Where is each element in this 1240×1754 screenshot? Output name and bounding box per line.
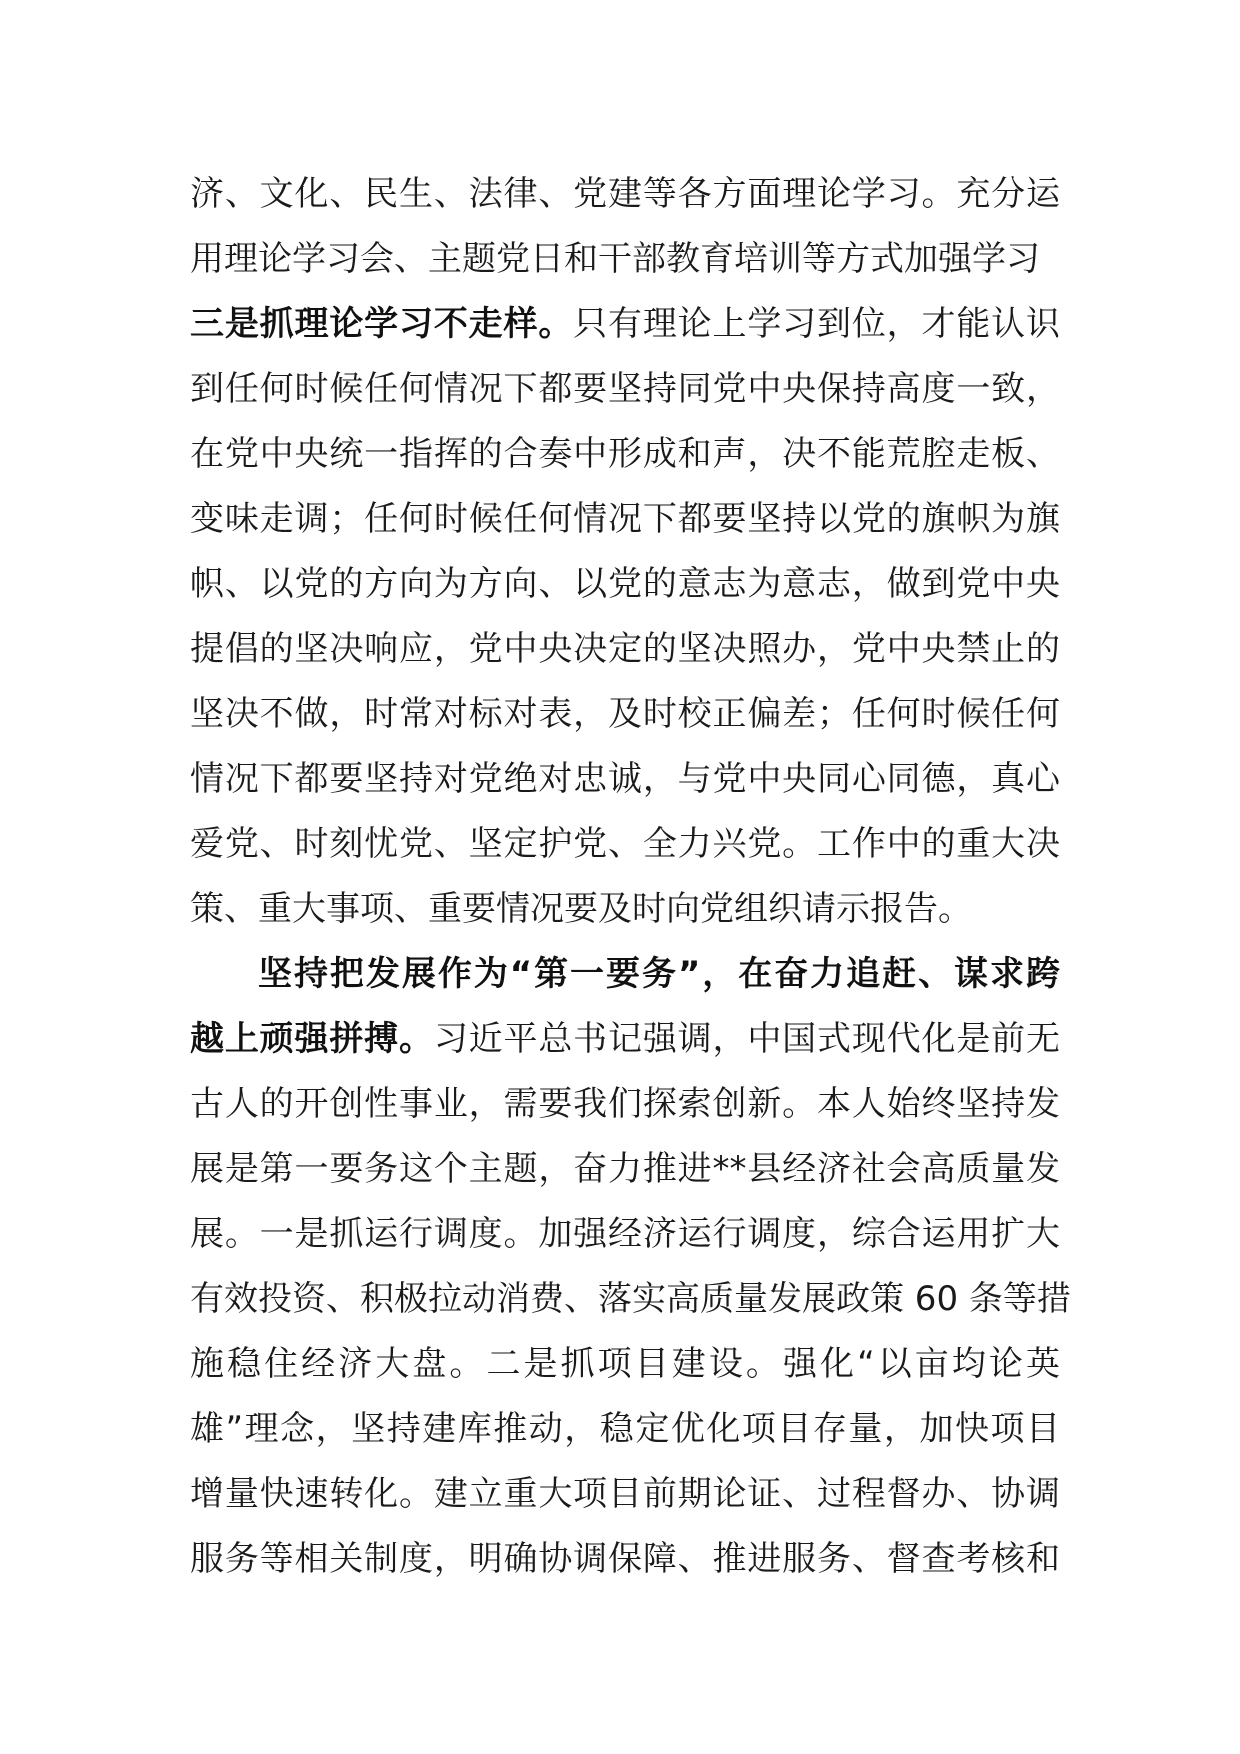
text-line: 古人的开创性事业，需要我们探索创新。本人始终坚持发 [190,1084,1060,1124]
text-line: 增量快速转化。建立重大项目前期论证、过程督办、协调 [190,1474,1060,1514]
text-line: 施稳住经济大盘。二是抓项目建设。强化“以亩均论英 [190,1344,1060,1384]
text-line: 到任何时候任何情况下都要坚持同党中央保持高度一致， [190,369,1060,409]
text-line-content: 只有理论上学习到位，才能认识 [573,304,1061,344]
text-line: 在党中央统一指挥的合奏中形成和声，决不能荒腔走板、 [190,434,1060,474]
paragraph-heading: 坚持把发展作为“第一要务”，在奋力追赶、谋求跨 [258,954,1060,994]
document-body [190,162,1071,1592]
text-line: 雄”理念，坚持建库推动，稳定优化项目存量，加快项目 [190,1409,1060,1449]
text-line: 用理论学习会、主题党日和干部教育培训等方式加强学习 [190,239,1040,279]
text-line: 有效投资、积极拉动消费、落实高质量发展政策 60 条等措 [190,1279,1071,1319]
text-line: 提倡的坚决响应，党中央决定的坚决照办，党中央禁止的 [190,629,1060,669]
paragraph-heading-continued: 越上顽强拼搏。 [190,1019,434,1059]
text-line: 情况下都要坚持对党绝对忠诚，与党中央同心同德，真心 [190,759,1060,799]
text-line: 展。一是抓运行调度。加强经济运行调度，综合运用扩大 [190,1214,1060,1254]
text-line-content: 习近平总书记强调，中国式现代化是前无 [433,1019,1061,1059]
text-line [190,292,1060,357]
text-line: 变味走调；任何时候任何情况下都要坚持以党的旗帜为旗 [190,499,1060,539]
text-line: 展是第一要务这个主题，奋力推进**县经济社会高质量发 [190,1149,1060,1189]
text-line: 策、重大事项、重要情况要及时向党组织请示报告。 [190,889,972,929]
text-line: 坚决不做，时常对标对表，及时校正偏差；任何时候任何 [190,694,1060,734]
text-line: 帜、以党的方向为方向、以党的意志为意志，做到党中央 [190,564,1060,604]
text-line: 服务等相关制度，明确协调保障、推进服务、督查考核和 [190,1539,1060,1579]
text-line [190,1007,1060,1072]
section-heading-inline: 三是抓理论学习不走样。 [190,304,574,344]
text-line: 济、文化、民生、法律、党建等各方面理论学习。充分运 [190,174,1060,214]
text-line: 爱党、时刻忧党、坚定护党、全力兴党。工作中的重大决 [190,824,1060,864]
